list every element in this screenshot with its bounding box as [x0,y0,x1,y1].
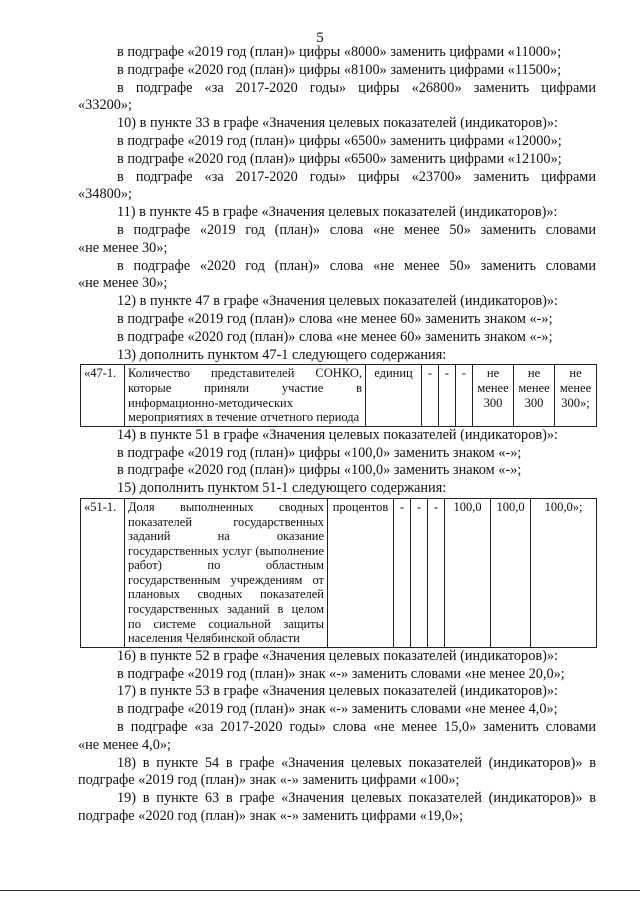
value-cell: 100,0 [491,498,531,647]
value-cell: не менее 300 [514,365,555,426]
unit-cell: процентов [328,498,394,647]
value-cell: 100,0 [445,498,491,647]
text-line: в подграфе «2019 год (план)» знак «-» заменить словами «не менее 20,0»; [117,665,565,682]
table-row [81,365,597,426]
text-line: в подграфе «2019 год (план)» цифры «6500» заменить цифрами «12000»; [117,132,562,149]
unit-cell: единиц [366,365,422,426]
text-line: в подграфе «2019 год (план)» цифры «100,0» заменить знаком «-»; [117,444,522,461]
value-cell: - [456,365,473,426]
text-line: 12) в пункте 47 в графе «Значения целевых показателей (индикаторов)»: [117,293,558,310]
text-line: в подграфе «за 2017-2020 годы» цифры «23700» заменить цифрами [117,168,596,185]
text-line: 10) в пункте 33 в графе «Значения целевых показателей (индикаторов)»: [117,115,558,132]
item-number: «47-1. [81,365,125,426]
text-line: «34800»; [78,186,133,203]
value-cell: - [422,365,439,426]
text-line: в подграфе «2019 год (план)» слова «не менее 50» заменить словами [117,221,596,238]
text-line: 15) дополнить пунктом 51-1 следующего содержания: [117,480,447,497]
value-cell: 100,0»; [531,498,597,647]
value-cell: не менее 300 [473,365,514,426]
page-bottom-rule [0,890,640,891]
text-line: в подграфе «за 2017-2020 годы» слова «не менее 15,0» заменить словами [117,719,596,736]
text-line: 19) в пункте 63 в графе «Значения целевых показателей (индикаторов)» в [117,790,596,807]
text-line: в подграфе «2020 год (план)» цифры «6500» заменить цифрами «12100»; [117,150,562,167]
text-line: 17) в пункте 53 в графе «Значения целевых показателей (индикаторов)»: [117,683,558,700]
text-line: подграфе «2019 год (план)» знак «-» заменить цифрами «100»; [78,772,460,789]
text-line: «не менее 30»; [78,239,168,256]
value-cell: - [428,498,445,647]
table-row [81,498,597,647]
text-line: в подграфе «2020 год (план)» цифры «8100» заменить цифрами «11500»; [117,61,562,78]
text-line: 16) в пункте 52 в графе «Значения целевых показателей (индикаторов)»: [117,647,558,664]
text-line: «не менее 4,0»; [78,736,172,753]
text-line: подграфе «2020 год (план)» знак «-» заменить цифрами «19,0»; [78,808,464,825]
text-line: «не менее 30»; [78,275,168,292]
page-number: 5 [316,30,324,46]
text-line: в подграфе «за 2017-2020 годы» цифры «26800» заменить цифрами [117,79,596,96]
text-line: «33200»; [78,97,133,114]
text-line: в подграфе «2019 год (план)» знак «-» заменить словами «не менее 4,0»; [117,701,558,718]
value-cell: - [394,498,411,647]
text-line: 18) в пункте 54 в графе «Значения целевых показателей (индикаторов)» в [117,754,596,771]
text-line: в подграфе «2020 год (план)» слова «не менее 50» заменить словами [117,257,596,274]
indicator-description: Количество представителей СОНКО, которые приняли участие в информационно-методических мероприятиях в течение отчетного периода [125,365,366,426]
indicator-description: Доля выполненных сводных показателей государственных заданий на оказание государственных услуг (выполнение работ) по областным государственным учреждениям от плановых сводных показателей государственных заданий в целом по системе социальной защиты населения Челябинской области [125,498,328,647]
text-line: в подграфе «2019 год (план)» слова «не менее 60» заменить знаком «-»; [117,310,553,327]
text-line: в подграфе «2020 год (план)» слова «не менее 60» заменить знаком «-»; [117,328,553,345]
text-line: 11) в пункте 45 в графе «Значения целевых показателей (индикаторов)»: [117,204,558,221]
value-cell: не менее 300»; [555,365,597,426]
value-cell: - [411,498,428,647]
insert-table-51-1 [80,498,597,648]
text-line: в подграфе «2020 год (план)» цифры «100,0» заменить знаком «-»; [117,462,522,479]
item-number: «51-1. [81,498,125,647]
value-cell: - [439,365,456,426]
text-line: 13) дополнить пунктом 47-1 следующего содержания: [117,346,447,363]
text-line: в подграфе «2019 год (план)» цифры «8000» заменить цифрами «11000»; [117,44,562,60]
document-body [78,44,596,826]
text-line: 14) в пункте 51 в графе «Значения целевых показателей (индикаторов)»: [117,426,558,443]
insert-table-47-1 [80,364,597,426]
